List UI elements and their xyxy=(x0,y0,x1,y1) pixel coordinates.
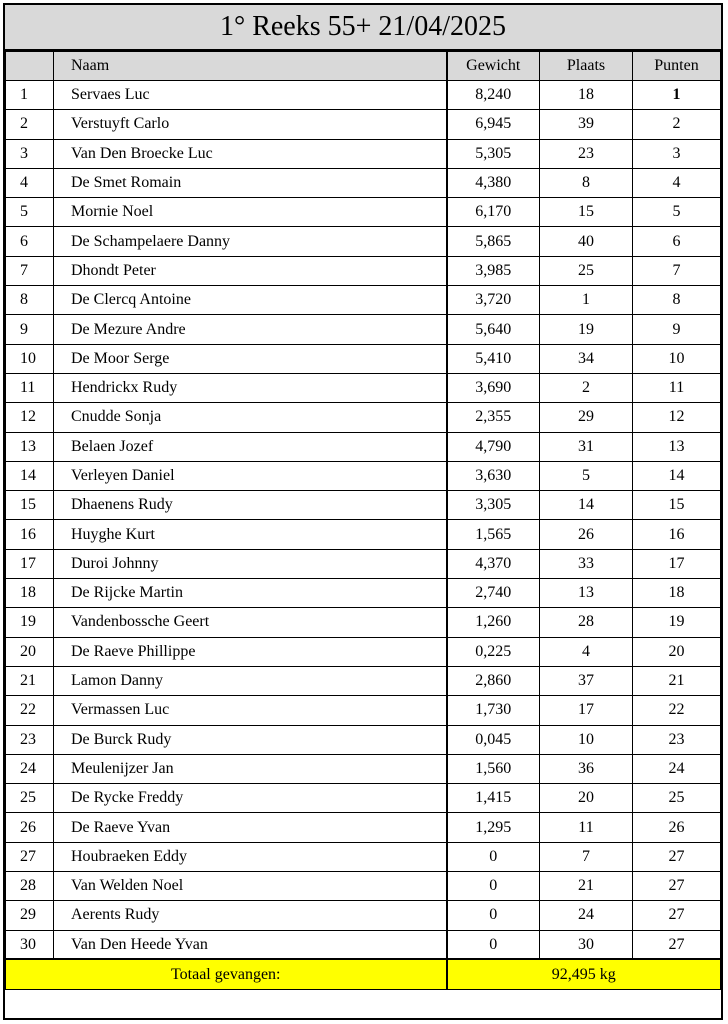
points-cell: 19 xyxy=(633,608,721,637)
table-row xyxy=(6,491,721,520)
place-cell: 21 xyxy=(540,872,633,901)
rank-cell: 13 xyxy=(6,432,54,461)
table-row xyxy=(6,666,721,695)
rank-cell: 3 xyxy=(6,139,54,168)
weight-cell: 0 xyxy=(447,872,540,901)
table-body xyxy=(6,81,721,960)
table-row xyxy=(6,286,721,315)
col-header-weight: Gewicht xyxy=(447,52,540,81)
name-cell: Houbraeken Eddy xyxy=(54,842,447,871)
weight-cell: 2,860 xyxy=(447,666,540,695)
place-cell: 18 xyxy=(540,81,633,110)
weight-cell: 2,355 xyxy=(447,403,540,432)
place-cell: 2 xyxy=(540,373,633,402)
rank-cell: 15 xyxy=(6,491,54,520)
rank-cell: 2 xyxy=(6,110,54,139)
table-row xyxy=(6,901,721,930)
weight-cell: 2,740 xyxy=(447,579,540,608)
place-cell: 19 xyxy=(540,315,633,344)
rank-cell: 23 xyxy=(6,725,54,754)
points-cell: 10 xyxy=(633,344,721,373)
place-cell: 33 xyxy=(540,549,633,578)
weight-cell: 0 xyxy=(447,930,540,959)
weight-cell: 1,295 xyxy=(447,813,540,842)
rank-cell: 26 xyxy=(6,813,54,842)
points-cell: 27 xyxy=(633,872,721,901)
points-cell: 18 xyxy=(633,579,721,608)
place-cell: 1 xyxy=(540,286,633,315)
col-header-name: Naam xyxy=(54,52,447,81)
name-cell: De Mezure Andre xyxy=(54,315,447,344)
weight-cell: 1,730 xyxy=(447,696,540,725)
place-cell: 25 xyxy=(540,256,633,285)
name-cell: Vermassen Luc xyxy=(54,696,447,725)
place-cell: 30 xyxy=(540,930,633,959)
points-cell: 22 xyxy=(633,696,721,725)
points-cell: 27 xyxy=(633,901,721,930)
place-cell: 5 xyxy=(540,461,633,490)
points-cell: 14 xyxy=(633,461,721,490)
table-row xyxy=(6,110,721,139)
table-row xyxy=(6,168,721,197)
name-cell: Mornie Noel xyxy=(54,198,447,227)
name-cell: De Rijcke Martin xyxy=(54,579,447,608)
points-cell: 27 xyxy=(633,842,721,871)
table-row xyxy=(6,813,721,842)
name-cell: Van Welden Noel xyxy=(54,872,447,901)
place-cell: 24 xyxy=(540,901,633,930)
weight-cell: 3,720 xyxy=(447,286,540,315)
sheet-title: 1° Reeks 55+ 21/04/2025 xyxy=(5,5,721,51)
table-row xyxy=(6,608,721,637)
total-value: 92,495 kg xyxy=(447,959,721,989)
weight-cell: 4,370 xyxy=(447,549,540,578)
points-cell: 26 xyxy=(633,813,721,842)
place-cell: 40 xyxy=(540,227,633,256)
weight-cell: 1,560 xyxy=(447,754,540,783)
points-cell: 23 xyxy=(633,725,721,754)
weight-cell: 0 xyxy=(447,901,540,930)
place-cell: 26 xyxy=(540,520,633,549)
total-label: Totaal gevangen: xyxy=(6,959,447,989)
place-cell: 20 xyxy=(540,784,633,813)
points-cell: 4 xyxy=(633,168,721,197)
name-cell: Vandenbossche Geert xyxy=(54,608,447,637)
place-cell: 39 xyxy=(540,110,633,139)
rank-cell: 12 xyxy=(6,403,54,432)
name-cell: De Moor Serge xyxy=(54,344,447,373)
col-header-rank xyxy=(6,52,54,81)
name-cell: Dhaenens Rudy xyxy=(54,491,447,520)
weight-cell: 0,045 xyxy=(447,725,540,754)
name-cell: De Rycke Freddy xyxy=(54,784,447,813)
table-row xyxy=(6,842,721,871)
weight-cell: 3,630 xyxy=(447,461,540,490)
rank-cell: 5 xyxy=(6,198,54,227)
name-cell: Meulenijzer Jan xyxy=(54,754,447,783)
table-row xyxy=(6,549,721,578)
weight-cell: 5,865 xyxy=(447,227,540,256)
rank-cell: 11 xyxy=(6,373,54,402)
rank-cell: 27 xyxy=(6,842,54,871)
rank-cell: 18 xyxy=(6,579,54,608)
rank-cell: 22 xyxy=(6,696,54,725)
weight-cell: 6,945 xyxy=(447,110,540,139)
table-row xyxy=(6,579,721,608)
points-cell: 24 xyxy=(633,754,721,783)
place-cell: 37 xyxy=(540,666,633,695)
col-header-place: Plaats xyxy=(540,52,633,81)
name-cell: De Clercq Antoine xyxy=(54,286,447,315)
name-cell: Lamon Danny xyxy=(54,666,447,695)
name-cell: De Raeve Phillippe xyxy=(54,637,447,666)
place-cell: 29 xyxy=(540,403,633,432)
points-cell: 9 xyxy=(633,315,721,344)
weight-cell: 5,305 xyxy=(447,139,540,168)
table-row xyxy=(6,344,721,373)
weight-cell: 6,170 xyxy=(447,198,540,227)
place-cell: 28 xyxy=(540,608,633,637)
rank-cell: 30 xyxy=(6,930,54,959)
name-cell: De Burck Rudy xyxy=(54,725,447,754)
points-cell: 5 xyxy=(633,198,721,227)
weight-cell: 5,410 xyxy=(447,344,540,373)
weight-cell: 5,640 xyxy=(447,315,540,344)
table-row xyxy=(6,139,721,168)
place-cell: 36 xyxy=(540,754,633,783)
rank-cell: 19 xyxy=(6,608,54,637)
name-cell: De Raeve Yvan xyxy=(54,813,447,842)
place-cell: 7 xyxy=(540,842,633,871)
weight-cell: 1,260 xyxy=(447,608,540,637)
rank-cell: 4 xyxy=(6,168,54,197)
table-row xyxy=(6,520,721,549)
points-cell: 15 xyxy=(633,491,721,520)
weight-cell: 0 xyxy=(447,842,540,871)
place-cell: 15 xyxy=(540,198,633,227)
points-cell: 17 xyxy=(633,549,721,578)
table-row xyxy=(6,461,721,490)
table-row xyxy=(6,198,721,227)
name-cell: Huyghe Kurt xyxy=(54,520,447,549)
rank-cell: 28 xyxy=(6,872,54,901)
points-cell: 7 xyxy=(633,256,721,285)
points-cell: 13 xyxy=(633,432,721,461)
name-cell: Verstuyft Carlo xyxy=(54,110,447,139)
name-cell: Hendrickx Rudy xyxy=(54,373,447,402)
place-cell: 8 xyxy=(540,168,633,197)
name-cell: Belaen Jozef xyxy=(54,432,447,461)
weight-cell: 0,225 xyxy=(447,637,540,666)
table-row xyxy=(6,256,721,285)
points-cell: 6 xyxy=(633,227,721,256)
table-row xyxy=(6,637,721,666)
points-cell: 3 xyxy=(633,139,721,168)
weight-cell: 3,690 xyxy=(447,373,540,402)
rank-cell: 29 xyxy=(6,901,54,930)
points-cell: 27 xyxy=(633,930,721,959)
table-row xyxy=(6,872,721,901)
rank-cell: 8 xyxy=(6,286,54,315)
rank-cell: 24 xyxy=(6,754,54,783)
name-cell: Van Den Broecke Luc xyxy=(54,139,447,168)
place-cell: 31 xyxy=(540,432,633,461)
name-cell: Servaes Luc xyxy=(54,81,447,110)
points-cell: 8 xyxy=(633,286,721,315)
points-cell: 21 xyxy=(633,666,721,695)
name-cell: Cnudde Sonja xyxy=(54,403,447,432)
rank-cell: 25 xyxy=(6,784,54,813)
place-cell: 4 xyxy=(540,637,633,666)
name-cell: Dhondt Peter xyxy=(54,256,447,285)
table-row xyxy=(6,784,721,813)
weight-cell: 4,380 xyxy=(447,168,540,197)
weight-cell: 3,305 xyxy=(447,491,540,520)
place-cell: 11 xyxy=(540,813,633,842)
rank-cell: 20 xyxy=(6,637,54,666)
table-row xyxy=(6,403,721,432)
results-sheet xyxy=(3,3,723,1020)
place-cell: 10 xyxy=(540,725,633,754)
rank-cell: 21 xyxy=(6,666,54,695)
name-cell: De Schampelaere Danny xyxy=(54,227,447,256)
place-cell: 17 xyxy=(540,696,633,725)
points-cell: 20 xyxy=(633,637,721,666)
place-cell: 13 xyxy=(540,579,633,608)
points-cell: 25 xyxy=(633,784,721,813)
weight-cell: 1,415 xyxy=(447,784,540,813)
table-row xyxy=(6,227,721,256)
weight-cell: 1,565 xyxy=(447,520,540,549)
name-cell: De Smet Romain xyxy=(54,168,447,197)
points-cell: 2 xyxy=(633,110,721,139)
name-cell: Verleyen Daniel xyxy=(54,461,447,490)
weight-cell: 4,790 xyxy=(447,432,540,461)
rank-cell: 10 xyxy=(6,344,54,373)
rank-cell: 14 xyxy=(6,461,54,490)
place-cell: 14 xyxy=(540,491,633,520)
rank-cell: 16 xyxy=(6,520,54,549)
weight-cell: 3,985 xyxy=(447,256,540,285)
table-row xyxy=(6,81,721,110)
place-cell: 23 xyxy=(540,139,633,168)
table-row xyxy=(6,432,721,461)
table-row xyxy=(6,725,721,754)
rank-cell: 9 xyxy=(6,315,54,344)
points-cell: 1 xyxy=(633,81,721,110)
weight-cell: 8,240 xyxy=(447,81,540,110)
name-cell: Duroi Johnny xyxy=(54,549,447,578)
points-cell: 12 xyxy=(633,403,721,432)
results-table xyxy=(5,51,721,990)
table-row xyxy=(6,315,721,344)
points-cell: 16 xyxy=(633,520,721,549)
table-row xyxy=(6,373,721,402)
name-cell: Van Den Heede Yvan xyxy=(54,930,447,959)
rank-cell: 17 xyxy=(6,549,54,578)
col-header-points: Punten xyxy=(633,52,721,81)
total-row xyxy=(6,959,721,989)
place-cell: 34 xyxy=(540,344,633,373)
name-cell: Aerents Rudy xyxy=(54,901,447,930)
rank-cell: 6 xyxy=(6,227,54,256)
table-row xyxy=(6,754,721,783)
table-row xyxy=(6,930,721,959)
table-row xyxy=(6,696,721,725)
rank-cell: 7 xyxy=(6,256,54,285)
points-cell: 11 xyxy=(633,373,721,402)
table-header-row xyxy=(6,52,721,81)
rank-cell: 1 xyxy=(6,81,54,110)
